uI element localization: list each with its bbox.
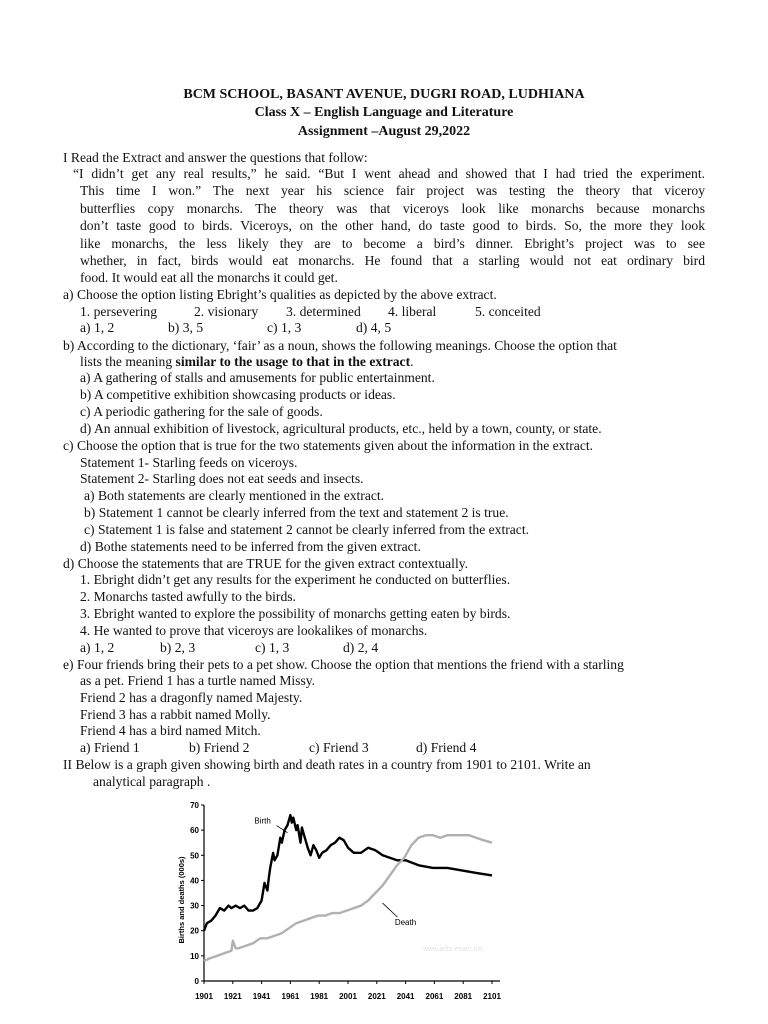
- x-tick-label: 2021: [367, 992, 386, 1001]
- question-a: a) Choose the option listing Ebright’s qualities as depicted by the above extract.: [63, 287, 497, 302]
- question-b: b) According to the dictionary, ‘fair’ as a noun, shows the following meanings. Choose the option that: [63, 338, 617, 353]
- trait: 3. determined: [286, 304, 361, 319]
- statement: 4. He wanted to prove that viceroys are lookalikes of monarchs.: [80, 623, 428, 638]
- extract-line: don’t taste good to birds. Viceroys, on the other hand, do taste good to birds. So, the more they look: [80, 218, 705, 233]
- x-tick-label: 2001: [339, 992, 357, 1001]
- friend: Friend 3 has a rabbit named Molly.: [80, 707, 271, 722]
- question-e: e) Four friends bring their pets to a pet show. Choose the option that mentions the friend with a starling: [63, 657, 624, 672]
- extract-line: butterflies copy monarchs. The theory was that viceroys look like monarchs because monarchs: [80, 201, 705, 216]
- series-line-death: [204, 835, 492, 961]
- option: d) Friend 4: [416, 740, 477, 755]
- x-tick-label: 2041: [396, 992, 415, 1001]
- x-tick-label: 2101: [483, 992, 501, 1001]
- x-tick-label: 1941: [252, 992, 271, 1001]
- statement: Statement 1- Starling feeds on viceroys.: [80, 455, 298, 470]
- option: b) Friend 2: [189, 740, 250, 755]
- option: c) A periodic gathering for the sale of goods.: [80, 404, 323, 419]
- extract-line: This time I won.” The next year his science fair project was testing the theory that viceroy: [80, 183, 705, 198]
- y-tick-label: 60: [190, 826, 199, 836]
- x-tick-label: 1961: [281, 992, 300, 1001]
- statement: 1. Ebright didn’t get any results for the experiment he conducted on butterflies.: [80, 572, 511, 587]
- x-tick-label: 1921: [223, 992, 242, 1001]
- question-b-line2: [80, 354, 414, 370]
- section-2-line2: analytical paragraph .: [93, 774, 211, 789]
- option: d) An annual exhibition of livestock, agricultural products, etc., held by a town, county, or state.: [80, 421, 602, 436]
- y-tick-label: 70: [190, 801, 199, 810]
- school-name: BCM SCHOOL, BASANT AVENUE, DUGRI ROAD, LUDHIANA: [183, 87, 585, 102]
- x-tick-label: 1981: [310, 992, 329, 1001]
- question-b-period: .: [410, 354, 414, 369]
- y-tick-label: 10: [190, 951, 199, 961]
- section-2-heading: II Below is a graph given showing birth and death rates in a country from 1901 to 2101. Write an: [63, 757, 591, 772]
- trait: 4. liberal: [388, 304, 437, 319]
- y-tick-label: 30: [190, 901, 199, 911]
- x-tick-label: 1901: [195, 992, 213, 1001]
- trait: 5. conceited: [475, 304, 541, 319]
- annotation-death-leader: [383, 903, 398, 917]
- series-line-birth: [204, 815, 492, 931]
- option: c) 1, 3: [255, 640, 290, 655]
- x-tick-label: 2081: [454, 992, 473, 1001]
- statement: 2. Monarchs tasted awfully to the birds.: [80, 589, 296, 604]
- question-d: d) Choose the statements that are TRUE for the given extract contextually.: [63, 556, 469, 571]
- option: d) 4, 5: [356, 320, 392, 335]
- watermark: www.ielts-exam.net: [423, 945, 484, 953]
- option: d) Bothe statements need to be inferred from the given extract.: [80, 539, 421, 554]
- friend: Friend 4 has a bird named Mitch.: [80, 723, 261, 738]
- section-1-heading: I Read the Extract and answer the questions that follow:: [63, 150, 368, 165]
- question-b-emphasis: similar to the usage to that in the extract: [175, 354, 411, 369]
- question-e-line2: as a pet. Friend 1 has a turtle named Missy.: [80, 673, 316, 688]
- option: b) 3, 5: [168, 320, 204, 335]
- option: c) 1, 3: [267, 320, 302, 335]
- assignment-title: Assignment –August 29,2022: [297, 124, 471, 139]
- question-c: c) Choose the option that is true for the two statements given about the information in the extract.: [63, 438, 594, 453]
- option: c) Statement 1 is false and statement 2 cannot be clearly inferred from the extract.: [84, 522, 530, 537]
- extract-line: food. It would eat all the monarchs it could get.: [80, 270, 338, 285]
- option: a) Friend 1: [80, 740, 140, 755]
- trait: 2. visionary: [194, 304, 259, 319]
- extract-line: like monarchs, the less likely they are to become a bird’s dinner. Ebright’s project was to see: [80, 236, 705, 251]
- y-tick-label: 0: [194, 977, 199, 986]
- option: c) Friend 3: [309, 740, 369, 755]
- extract-line: “I didn’t get any real results,” he said. “But I went ahead and showed that I had tried the experiment.: [73, 166, 705, 181]
- option: a) A gathering of stalls and amusements for public entertainment.: [80, 370, 435, 385]
- option: a) 1, 2: [80, 320, 115, 335]
- option: d) 2, 4: [343, 640, 379, 655]
- friend: Friend 2 has a dragonfly named Majesty.: [80, 690, 303, 705]
- trait: 1. persevering: [80, 304, 158, 319]
- option: a) Both statements are clearly mentioned in the extract.: [84, 488, 385, 503]
- extract-line: whether, in fact, birds would eat monarchs. He found that a starling would not eat ordinary bird: [80, 253, 705, 268]
- option: b) 2, 3: [160, 640, 196, 655]
- y-axis-label: Births and deaths (000s): [177, 856, 186, 944]
- statement: 3. Ebright wanted to explore the possibility of monarchs getting eaten by birds.: [80, 606, 511, 621]
- annotation-birth-leader: [277, 826, 288, 833]
- y-tick-label: 40: [190, 876, 199, 886]
- question-b-text: lists the meaning: [80, 354, 176, 369]
- statement: Statement 2- Starling does not eat seeds and insects.: [80, 471, 364, 486]
- annotation-death: Death: [394, 918, 417, 928]
- annotation-birth: Birth: [254, 816, 271, 826]
- option: b) Statement 1 cannot be clearly inferred from the text and statement 2 is true.: [84, 505, 509, 520]
- x-tick-label: 2061: [425, 992, 444, 1001]
- class-subject: Class X – English Language and Literature: [254, 105, 514, 120]
- option: a) 1, 2: [80, 640, 115, 655]
- option: b) A competitive exhibition showcasing products or ideas.: [80, 387, 396, 402]
- y-tick-label: 50: [190, 851, 199, 861]
- y-tick-label: 20: [190, 926, 199, 936]
